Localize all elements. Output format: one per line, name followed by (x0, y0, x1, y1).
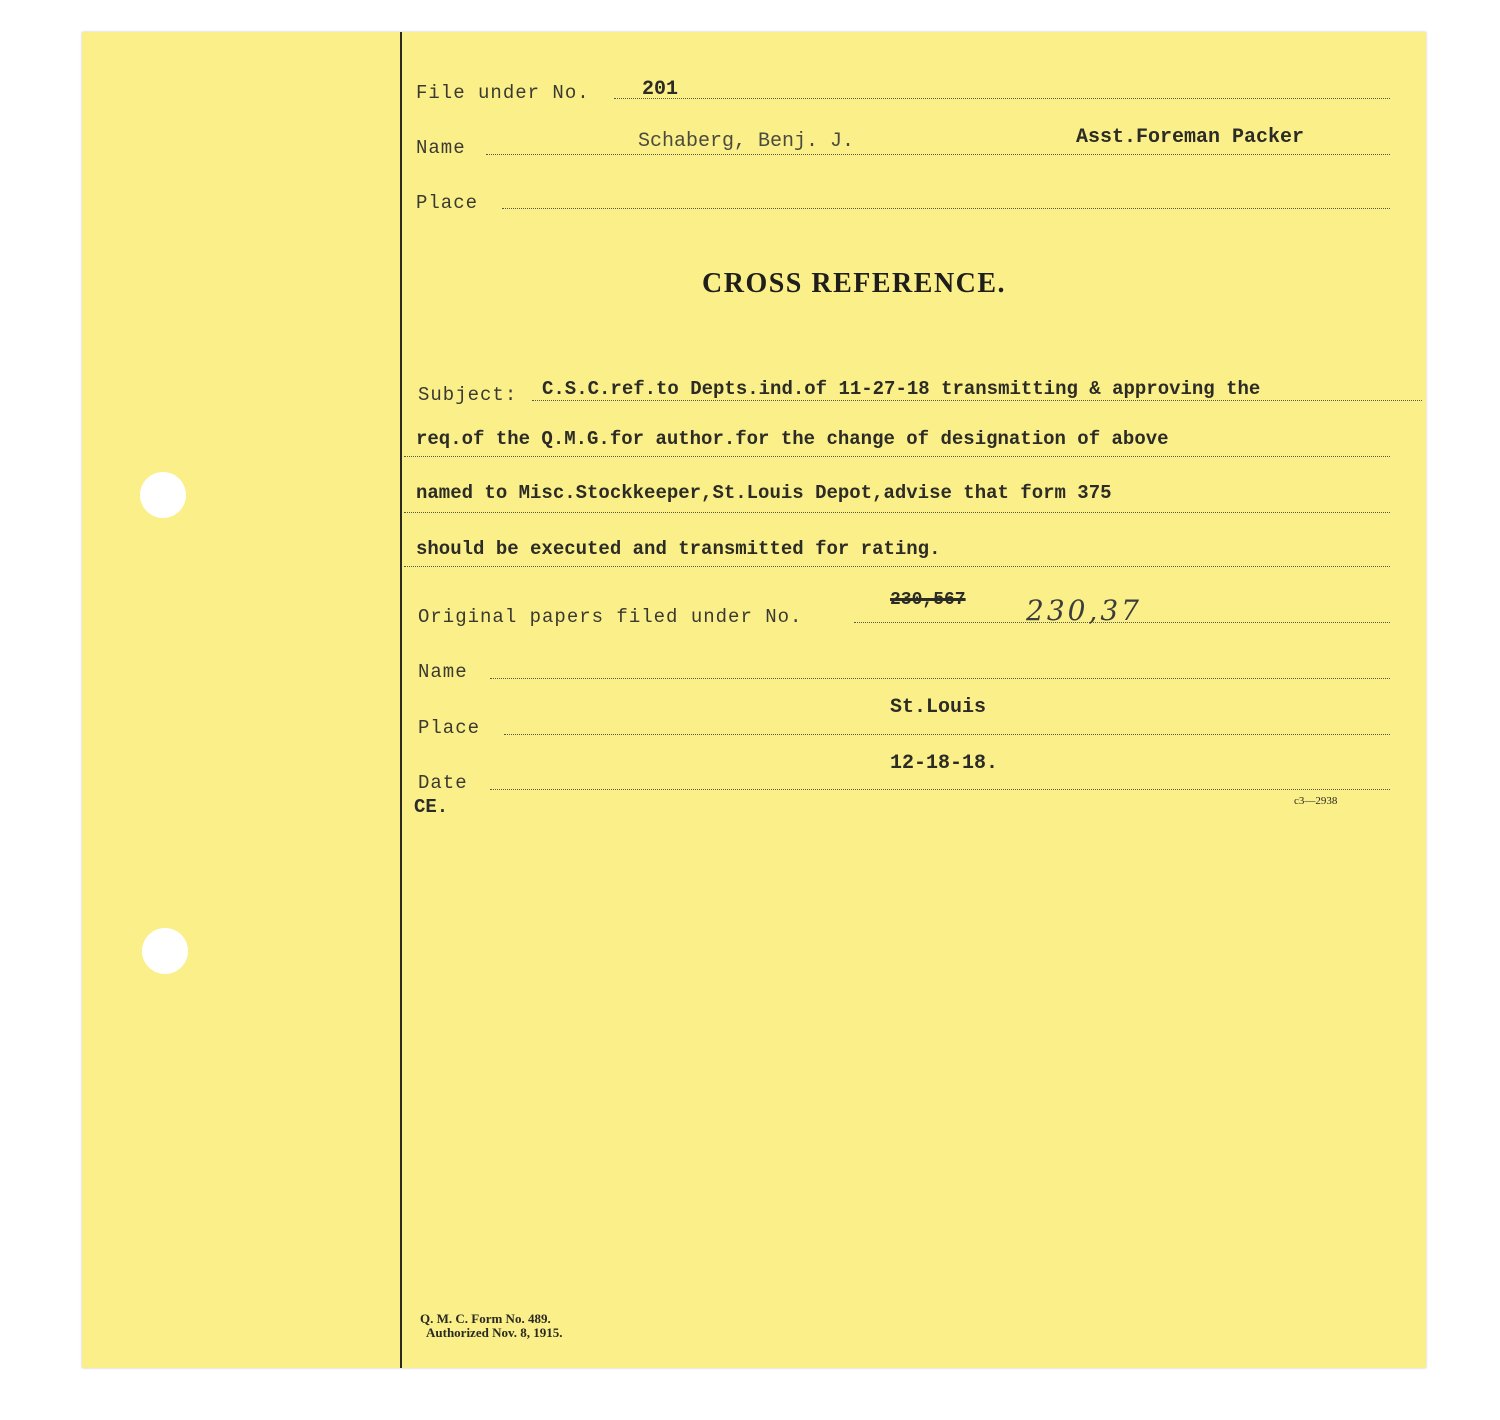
subject-line-4: should be executed and transmitted for rating. (416, 538, 941, 560)
print-code: c3—2938 (1294, 795, 1338, 807)
page-title: CROSS REFERENCE. (702, 268, 1007, 299)
name-value: Schaberg, Benj. J. (638, 130, 855, 153)
clerk-initials: CE. (414, 796, 449, 818)
date-line (490, 789, 1390, 790)
margin-rule (400, 32, 402, 1368)
subject-line-2: req.of the Q.M.G.for author.for the change of designation of above (416, 428, 1169, 450)
place-label: Place (416, 192, 479, 214)
subject-label: Subject: (418, 384, 518, 406)
file-under-value: 201 (642, 78, 679, 101)
punch-hole-bottom (142, 928, 188, 974)
place2-value: St.Louis (890, 696, 987, 719)
date-label: Date (418, 772, 468, 794)
original-papers-label: Original papers filed under No. (418, 606, 803, 628)
name2-label: Name (418, 661, 468, 683)
subject-line-3-rule (404, 512, 1390, 513)
place2-label: Place (418, 717, 481, 739)
place-line (502, 208, 1390, 209)
subject-line-3: named to Misc.Stockkeeper,St.Louis Depot,advise that form 375 (416, 482, 1112, 504)
subject-line-4-rule (404, 566, 1390, 567)
form-number: Q. M. C. Form No. 489. (420, 1311, 551, 1326)
date-value: 12-18-18. (890, 752, 999, 775)
cross-reference-card (82, 32, 1426, 1368)
punch-hole-top (140, 472, 186, 518)
form-authorization: Authorized Nov. 8, 1915. (426, 1325, 563, 1340)
original-papers-struck-number: 230,567 (890, 590, 966, 610)
name2-line (490, 678, 1390, 679)
subject-line-1-rule (532, 400, 1422, 401)
subject-line-2-rule (404, 456, 1390, 457)
original-papers-handwritten-number: 230,37 (1026, 594, 1142, 627)
file-under-label: File under No. (416, 82, 590, 104)
name-line (486, 154, 1390, 155)
name-label: Name (416, 137, 466, 159)
file-under-line (614, 98, 1390, 99)
place2-line (504, 734, 1390, 735)
job-title-value: Asst.Foreman Packer (1076, 126, 1305, 149)
subject-line-1: C.S.C.ref.to Depts.ind.of 11-27-18 transmitting & approving the (542, 378, 1261, 400)
